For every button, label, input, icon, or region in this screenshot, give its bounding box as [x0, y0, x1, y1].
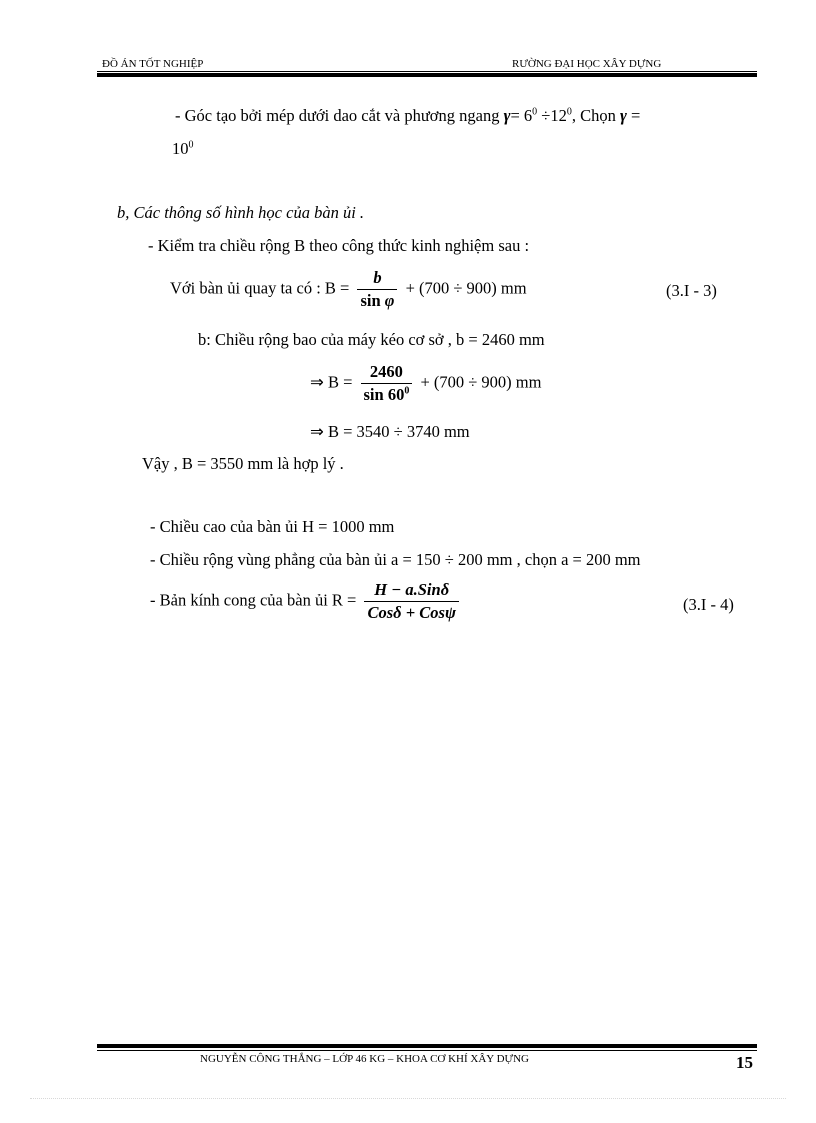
check-width-line: - Kiểm tra chiều rộng B theo công thức kinh nghiệm sau : [148, 236, 530, 255]
b-definition-line: b: Chiều rộng bao của máy kéo cơ sở , b = 2460 mm [198, 330, 545, 349]
flat-width-line: - Chiều rộng vùng phẳng của bàn ủi a = 150 ÷ 200 mm , chọn a = 200 mm [150, 550, 641, 569]
footer-author: NGUYỄN CÔNG THẮNG – LỚP 46 KG – KHOA CƠ KHÍ XÂY DỰNG [200, 1053, 529, 1065]
header-rule-thin [97, 71, 757, 72]
formula1-suffix: + (700 ÷ 900) mm [401, 278, 527, 298]
section-b-heading: b, Các thông số hình học của bàn ủi . [117, 203, 365, 222]
gamma-eq: = 6 [510, 106, 533, 125]
formula-3-I-3 [170, 268, 527, 311]
formula2-fraction [361, 362, 413, 405]
formula2-den-sup: 0 [404, 385, 410, 397]
formula-B-range: ⇒ B = 3540 ÷ 3740 mm [310, 422, 470, 441]
gamma-chosen-sup: 0 [188, 139, 194, 151]
gamma-line-prefix: - Góc tạo bởi mép dưới dao cắt và phương ngang [175, 106, 504, 125]
formula1-ref: (3.I - 3) [666, 281, 717, 300]
gamma-sup2: 0 [566, 106, 572, 118]
formula1-prefix: Với bàn ủi quay ta có : B = [170, 278, 354, 298]
formula2-denominator [361, 384, 413, 405]
formula1-den-phi: φ [384, 291, 395, 310]
formula2-den-text: sin 60 [363, 385, 405, 404]
gamma-sup1: 0 [532, 106, 538, 118]
gamma-angle-line [175, 106, 640, 126]
formula4-prefix: - Bản kính cong của bàn ủi R = [150, 590, 361, 610]
footer-rule-thin [97, 1050, 757, 1051]
formula2-prefix: ⇒ B = [310, 372, 357, 392]
header-rule-thick [97, 73, 757, 77]
conclusion-line: Vậy , B = 3550 mm là hợp lý . [142, 454, 344, 473]
gamma-tail: = [626, 106, 641, 125]
page-bottom-dotted-line [30, 1098, 786, 1099]
gamma-chosen-base: 10 [172, 139, 189, 158]
header-left: ĐỒ ÁN TỐT NGHIỆP [102, 58, 204, 70]
gamma-chon: , Chọn [571, 106, 620, 125]
formula4-numerator: H − a.Sinδ [374, 580, 450, 599]
height-line: - Chiều cao của bàn ủi H = 1000 mm [150, 517, 395, 536]
formula1-denominator [357, 290, 397, 311]
formula4-denominator: Cosδ + Cosψ [367, 603, 456, 622]
formula2-numerator: 2460 [369, 362, 403, 381]
page-number: 15 [736, 1053, 753, 1072]
gamma-symbol-2: γ [620, 106, 627, 125]
gamma-symbol: γ [503, 106, 511, 125]
header-right: RƯỜNG ĐẠI HỌC XÂY DỰNG [512, 58, 662, 70]
formula-3-I-4 [150, 580, 463, 623]
formula1-numerator: b [373, 268, 382, 287]
gamma-div: ÷12 [537, 106, 567, 125]
footer-rule-thick [97, 1044, 757, 1048]
formula2-suffix: + (700 ÷ 900) mm [416, 372, 542, 392]
formula4-fraction [364, 580, 458, 623]
formula4-ref: (3.I - 4) [683, 595, 734, 614]
formula-B-sin60 [310, 362, 541, 405]
formula1-fraction [357, 268, 397, 311]
gamma-chosen-value [172, 139, 194, 159]
formula1-den-sin: sin [360, 291, 385, 310]
